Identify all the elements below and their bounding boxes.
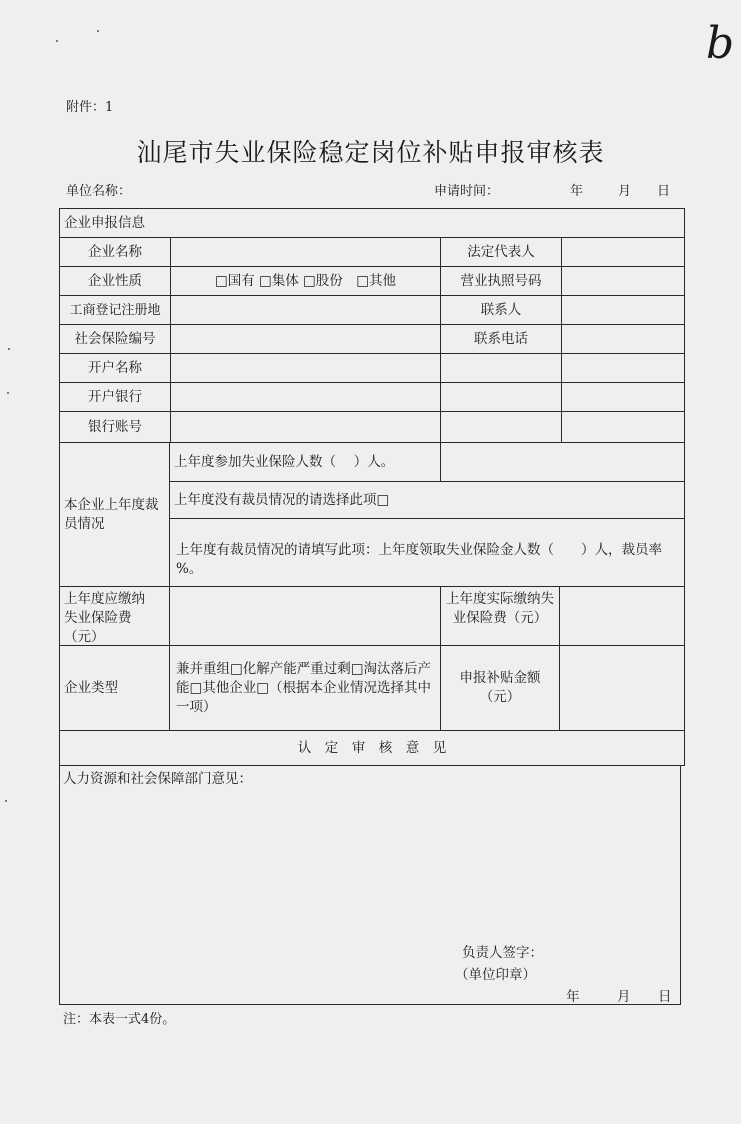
review-title: 认 定 审 核 意 见 (59, 730, 685, 766)
insured-count-text[interactable]: 上年度参加失业保险人数（ ）人。 (169, 442, 441, 482)
company-nature-options[interactable]: □国有 □集体 □股份 □其他 (170, 266, 441, 296)
license-no-field[interactable] (561, 266, 685, 296)
seal-label: （单位印章） (455, 967, 536, 983)
legal-rep-label: 法定代表人 (440, 237, 562, 267)
hr-opinion-label: 人力资源和社会保障部门意见： (63, 771, 252, 787)
blank-cell (440, 411, 562, 443)
blank-cell (561, 382, 685, 412)
scan-speck (97, 30, 99, 32)
blank-cell (561, 411, 685, 443)
contact-person-field[interactable] (561, 295, 685, 325)
payable-fee-label: 上年度应缴纳失业保险费（元） (59, 586, 170, 646)
apply-month-label: 月 (618, 184, 632, 199)
company-name-label: 企业名称 (59, 237, 171, 267)
contact-phone-label: 联系电话 (440, 324, 562, 354)
apply-year-label: 年 (570, 184, 584, 199)
bank-label: 开户银行 (59, 382, 171, 412)
no-layoff-checkbox-text[interactable]: 上年度没有裁员情况的请选择此项□ (169, 481, 685, 519)
bank-field[interactable] (170, 382, 441, 412)
signature-label: 负责人签字： (462, 945, 543, 961)
scan-speck (8, 348, 10, 350)
blank-cell (561, 353, 685, 383)
blank-cell (440, 442, 685, 482)
scan-speck (5, 800, 7, 802)
subsidy-amount-field[interactable] (559, 645, 685, 731)
company-type-label: 企业类型 (59, 645, 170, 731)
contact-phone-field[interactable] (561, 324, 685, 354)
scan-speck (56, 40, 58, 42)
legal-rep-field[interactable] (561, 237, 685, 267)
sign-day-label: 日 (658, 989, 672, 1005)
account-name-field[interactable] (170, 353, 441, 383)
has-layoff-text[interactable]: 上年度有裁员情况的请填写此项：上年度领取失业保险金人数（ ）人，裁员率 %。 (169, 518, 685, 587)
subsidy-amount-label: 申报补贴金额（元） (440, 645, 560, 731)
company-type-options[interactable]: 兼并重组□化解产能严重过剩□淘汰落后产能□其他企业□（根据本企业情况选择其中一项） (169, 645, 441, 731)
company-nature-label: 企业性质 (59, 266, 171, 296)
reg-address-label: 工商登记注册地 (59, 295, 171, 325)
section-title: 企业申报信息 (59, 208, 685, 238)
handwritten-mark: b (706, 18, 735, 69)
bank-account-label: 银行账号 (59, 411, 171, 443)
apply-day-label: 日 (657, 184, 671, 199)
actual-fee-label: 上年度实际缴纳失业保险费（元） (440, 586, 560, 646)
attachment-label: 附件：1 (66, 100, 114, 115)
layoff-label: 本企业上年度裁员情况 (59, 442, 170, 587)
company-name-field[interactable] (170, 237, 441, 267)
contact-person-label: 联系人 (440, 295, 562, 325)
unit-name-label: 单位名称： (66, 184, 132, 199)
payable-fee-field[interactable] (169, 586, 441, 646)
blank-cell (440, 382, 562, 412)
sign-month-label: 月 (617, 989, 631, 1005)
actual-fee-field[interactable] (559, 586, 685, 646)
license-no-label: 营业执照号码 (440, 266, 562, 296)
account-name-label: 开户名称 (59, 353, 171, 383)
apply-time-label: 申请时间： (434, 184, 500, 199)
scan-speck (7, 392, 9, 394)
page-title: 汕尾市失业保险稳定岗位补贴申报审核表 (136, 138, 605, 167)
social-ins-no-field[interactable] (170, 324, 441, 354)
hr-opinion-box[interactable] (59, 765, 681, 1005)
reg-address-field[interactable] (170, 295, 441, 325)
footer-note: 注：本表一式4份。 (63, 1012, 176, 1027)
bank-account-field[interactable] (170, 411, 441, 443)
social-ins-no-label: 社会保险编号 (59, 324, 171, 354)
blank-cell (440, 353, 562, 383)
sign-year-label: 年 (566, 989, 580, 1005)
